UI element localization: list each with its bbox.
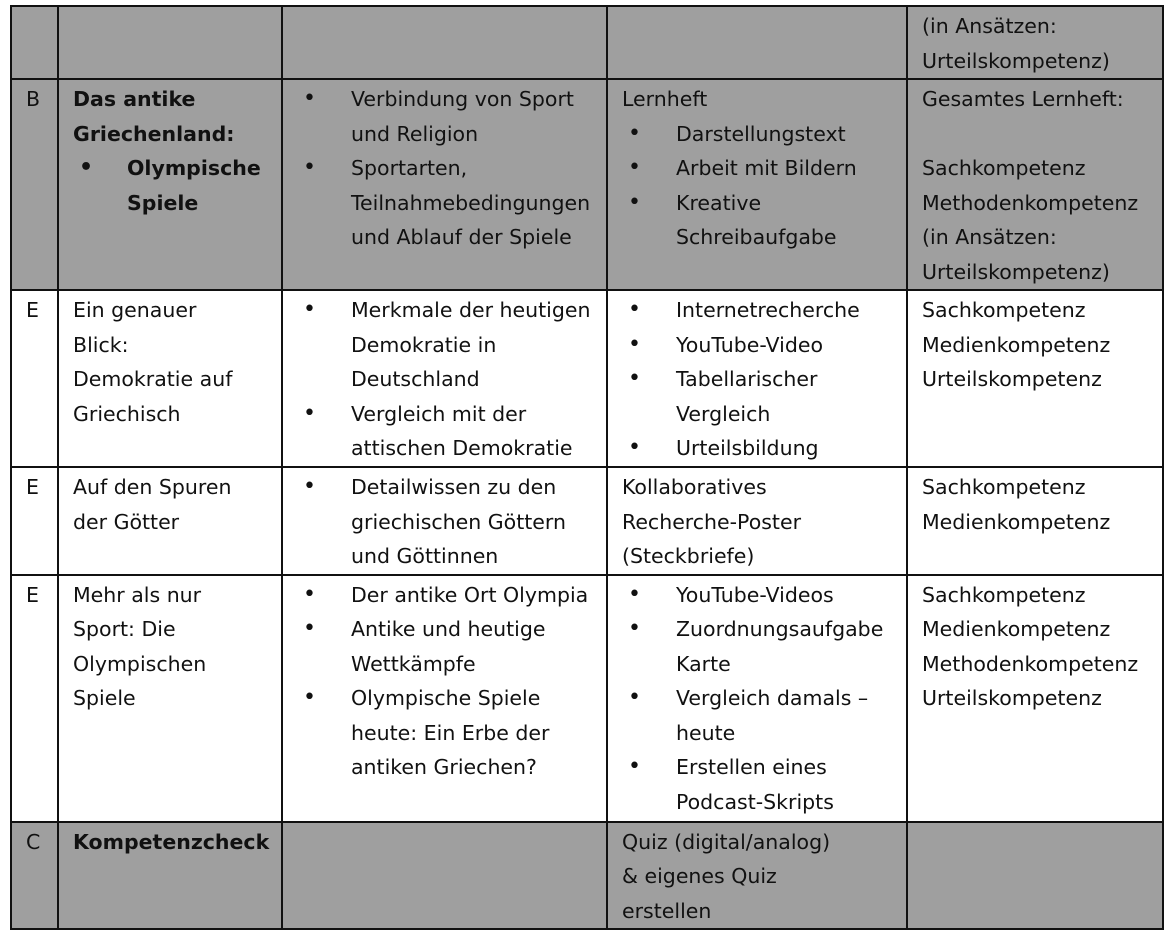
content-cell	[282, 822, 607, 930]
topic-bullet-list	[73, 151, 275, 220]
content-bullet: • Verbindung von Sport und Religion	[297, 82, 600, 151]
media-bullet: • Urteilsbildung	[622, 431, 900, 466]
media-bullet-list	[622, 117, 900, 255]
competence-line: Sachkompetenz	[922, 582, 1086, 607]
topic-line: Ein genauer	[73, 298, 197, 322]
competence-cell	[907, 467, 1163, 575]
competence-line: Medienkompetenz	[922, 332, 1111, 357]
content-cell	[282, 6, 607, 79]
phase-code: E	[26, 298, 39, 322]
phase-code: E	[26, 582, 39, 607]
content-bullet: • Der antike Ort Olympia	[297, 578, 600, 613]
lesson-plan-table	[10, 5, 1164, 930]
competence-line: Methodenkompetenz	[922, 190, 1139, 215]
media-line: (Steckbriefe)	[622, 544, 755, 568]
media-cell	[607, 6, 907, 79]
topic-line: Mehr als nur	[73, 582, 202, 607]
content-bullet: • Sportarten, Teilnahmebedingungen und Ablauf der Spiele	[297, 151, 600, 255]
content-cell	[282, 467, 607, 575]
competence-line: Sachkompetenz	[922, 475, 1086, 499]
media-bullet: • YouTube-Video	[622, 328, 900, 363]
competence-cell	[907, 79, 1163, 290]
topic-line: Griechisch	[73, 401, 181, 426]
content-bullet: • Merkmale der heutigen Demokratie in Deutschland	[297, 293, 600, 397]
content-bullet-list	[297, 578, 600, 785]
competence-line: Sachkompetenz	[922, 298, 1086, 322]
media-bullet: • YouTube-Videos	[622, 578, 900, 613]
competence-line: Methodenkompetenz	[922, 651, 1139, 676]
media-line: & eigenes Quiz	[622, 864, 777, 888]
competence-cell	[907, 575, 1163, 822]
topic-cell	[58, 79, 282, 290]
media-cell	[607, 822, 907, 930]
phase-code-cell	[11, 575, 58, 822]
topic-line: Sport: Die	[73, 617, 176, 641]
content-cell	[282, 79, 607, 290]
competence-line: Urteilskompetenz	[922, 686, 1102, 710]
topic-line: Griechenland:	[73, 121, 235, 146]
table-row	[11, 79, 1163, 290]
table-row	[11, 822, 1163, 930]
media-line: Quiz (digital/analog)	[622, 829, 831, 854]
media-bullet: • Erstellen eines Podcast-Skripts	[622, 750, 900, 819]
topic-bullet: • Olympische Spiele	[73, 151, 275, 220]
phase-code-cell	[11, 822, 58, 930]
phase-code-cell	[11, 79, 58, 290]
phase-code-cell	[11, 467, 58, 575]
topic-line: Auf den Spuren	[73, 475, 232, 499]
media-bullet: • Darstellungstext	[622, 117, 900, 152]
topic-line: Spiele	[73, 686, 136, 710]
competence-line: Medienkompetenz	[922, 509, 1111, 534]
topic-line: Blick:	[73, 332, 129, 357]
competence-line: Urteilskompetenz	[922, 367, 1102, 391]
media-bullet: • Internetrecherche	[622, 293, 900, 328]
topic-line: Olympischen	[73, 651, 207, 676]
media-cell	[607, 575, 907, 822]
media-line: erstellen	[622, 898, 712, 923]
content-bullet: • Vergleich mit der attischen Demokratie	[297, 397, 600, 466]
table-row	[11, 575, 1163, 822]
media-bullet: • Vergleich damals – heute	[622, 681, 900, 750]
table-row	[11, 467, 1163, 575]
media-cell	[607, 79, 907, 290]
media-bullet: • Arbeit mit Bildern	[622, 151, 900, 186]
phase-code-cell	[11, 290, 58, 467]
competence-line: (in Ansätzen:	[922, 225, 1057, 249]
topic-cell	[58, 822, 282, 930]
competence-line: Urteilskompetenz)	[922, 48, 1110, 73]
topic-cell	[58, 6, 282, 79]
content-cell	[282, 290, 607, 467]
media-line: Lernheft	[622, 87, 708, 111]
phase-code: E	[26, 475, 39, 499]
media-cell	[607, 290, 907, 467]
topic-cell	[58, 575, 282, 822]
media-bullet: • Kreative Schreibaufgabe	[622, 186, 900, 255]
topic-cell	[58, 290, 282, 467]
content-bullet: • Detailwissen zu den griechischen Göttern und Göttinnen	[297, 470, 600, 574]
media-bullet: • Zuordnungsaufgabe Karte	[622, 612, 900, 681]
media-bullet-list	[622, 293, 900, 466]
content-bullet-list	[297, 82, 600, 255]
competence-cell	[907, 6, 1163, 79]
content-bullet: • Olympische Spiele heute: Ein Erbe der antiken Griechen?	[297, 681, 600, 785]
table-row	[11, 6, 1163, 79]
competence-line	[922, 117, 1156, 152]
competence-line: Gesamtes Lernheft:	[922, 87, 1124, 111]
table-body	[11, 6, 1163, 929]
content-bullet-list	[297, 470, 600, 574]
competence-line: (in Ansätzen:	[922, 14, 1057, 38]
competence-line: Sachkompetenz	[922, 156, 1086, 180]
media-bullet: • Tabellarischer Vergleich	[622, 362, 900, 431]
topic-line: Kompetenzcheck	[73, 829, 270, 854]
topic-line: der Götter	[73, 509, 180, 534]
competence-cell	[907, 822, 1163, 930]
phase-code: B	[26, 87, 41, 111]
competence-line: Urteilskompetenz)	[922, 259, 1110, 284]
topic-line: Demokratie auf	[73, 367, 233, 391]
competence-cell	[907, 290, 1163, 467]
phase-code-cell	[11, 6, 58, 79]
topic-cell	[58, 467, 282, 575]
phase-code: C	[26, 829, 41, 854]
table-row	[11, 290, 1163, 467]
media-bullet-list	[622, 578, 900, 820]
content-cell	[282, 575, 607, 822]
competence-line: Medienkompetenz	[922, 617, 1111, 641]
content-bullet: • Antike und heutige Wettkämpfe	[297, 612, 600, 681]
media-cell	[607, 467, 907, 575]
topic-line: Das antike	[73, 87, 196, 111]
media-line: Recherche-Poster	[622, 509, 801, 534]
media-line: Kollaboratives	[622, 475, 767, 499]
content-bullet-list	[297, 293, 600, 466]
